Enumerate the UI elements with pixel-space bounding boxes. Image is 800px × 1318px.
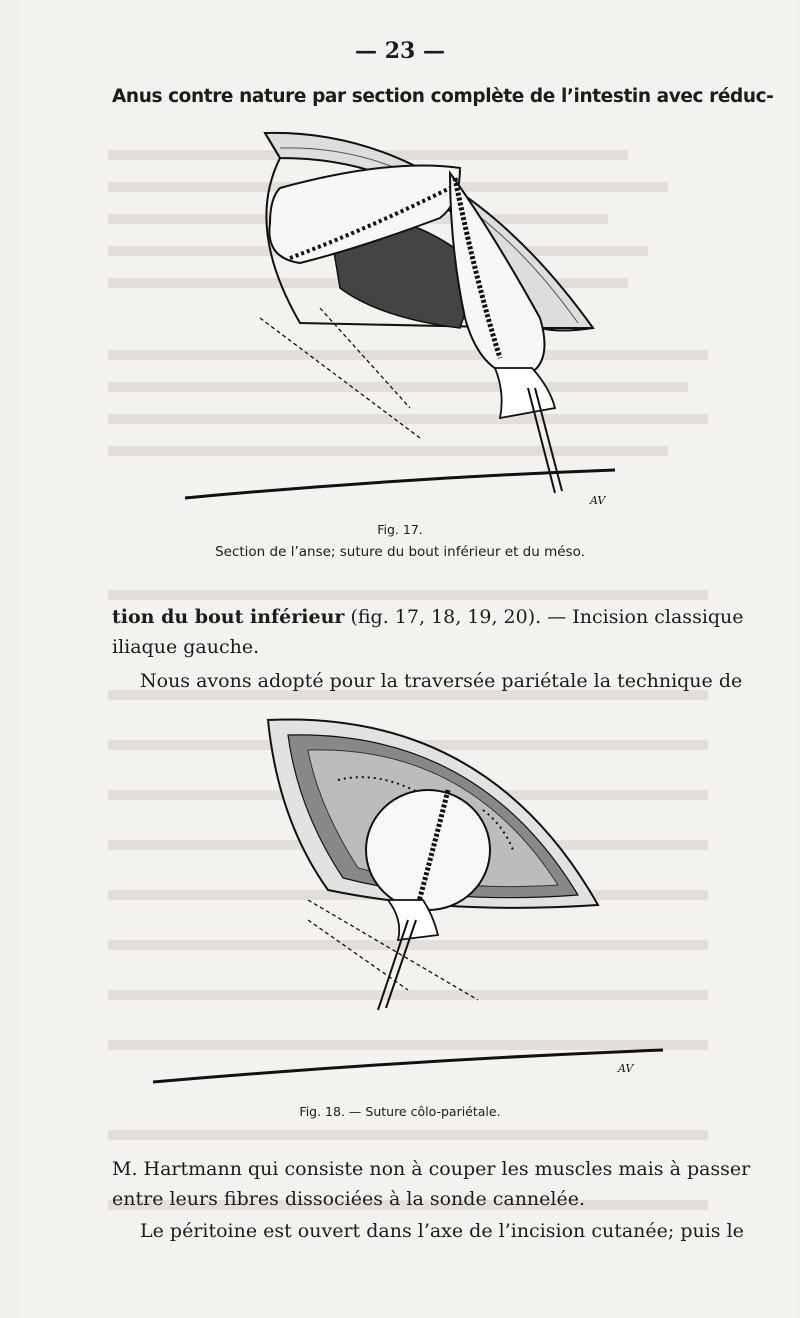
figure-18-illustration (148, 710, 668, 1090)
paragraph-1-rest: (fig. 17, 18, 19, 20). — Incision classique (344, 606, 744, 628)
paragraph-3-line-2: entre leurs fibres dissociées à la sonde cannelée. (112, 1188, 586, 1210)
figure-18-signature: AV (618, 1062, 634, 1075)
paragraph-1-bold: tion du bout inférieur (112, 606, 345, 628)
paragraph-2-line-1: Nous avons adopté pour la traversée pariétale la technique de (140, 670, 743, 692)
paragraph-3-line-1: M. Hartmann qui consiste non à couper les muscles mais à passer (112, 1158, 751, 1180)
paragraph-1-line-2: iliaque gauche. (112, 636, 260, 658)
figure-18-label: Fig. 18. — Suture côlo-pariétale. (299, 1104, 501, 1119)
paragraph-1-line-1 (112, 606, 744, 628)
section-heading: Anus contre nature par section complète de l’intestin avec réduc- (112, 86, 774, 107)
page-number: — 23 — (355, 38, 445, 64)
figure-17-caption: Section de l’anse; suture du bout inférieur et du méso. (215, 544, 585, 560)
figure-17-illustration (160, 118, 640, 518)
paragraph-4-line-1: Le péritoine est ouvert dans l’axe de l’incision cutanée; puis le (140, 1220, 744, 1242)
figure-17-label: Fig. 17. (377, 522, 423, 537)
figure-17-signature: AV (590, 494, 606, 507)
